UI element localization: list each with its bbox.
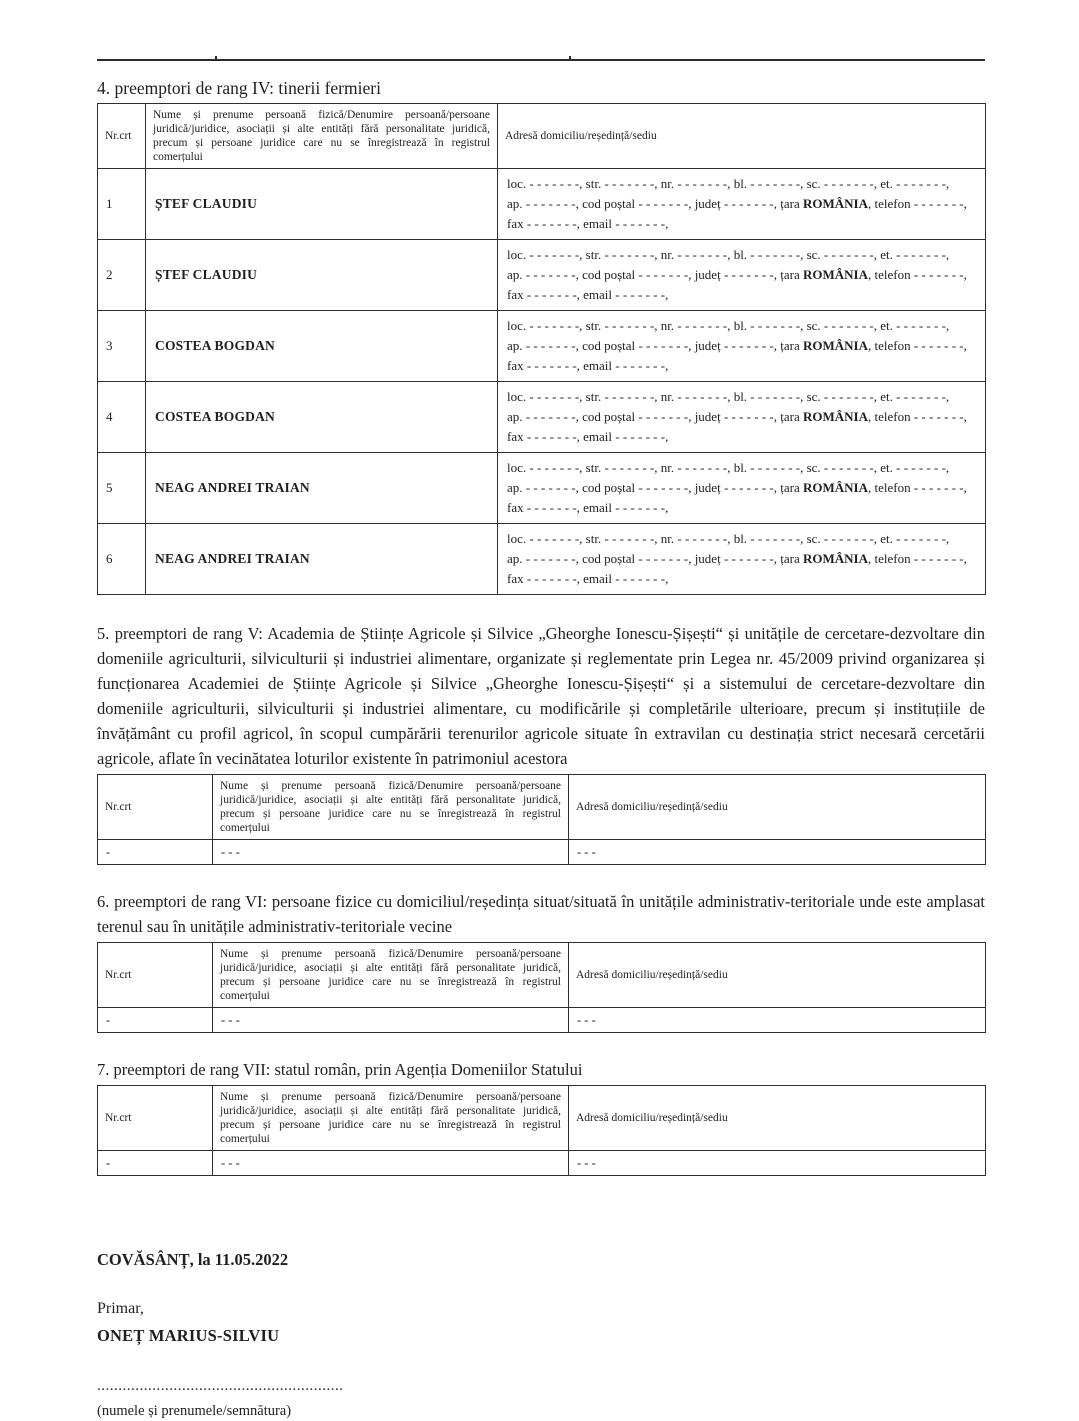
preemptor-name: ȘTEF CLAUDIU: [146, 240, 498, 311]
col-header-name: Nume și prenume persoană fizică/Denumire persoană/persoane juridică/juridice, asociații și alte entități fără personalitate juridică, precum și persoane juridice care nu se înregistrează în registrul comerțului: [146, 104, 498, 169]
row-number: 4: [98, 382, 146, 453]
signer-name: ONEȚ MARIUS-SILVIU: [97, 1326, 280, 1345]
section6-paragraph: 6. preemptori de rang VI: persoane fizice cu domiciliul/reședința situat/situată în unitățile administrativ-teritoriale unde este amplasat terenul sau în unitățile administrativ-teritoriale vecine: [97, 892, 985, 936]
address-line-2-pre: ap. - - - - - - -, cod poștal - - - - - - -, județ - - - - - - -, țara: [507, 267, 803, 282]
address-line-3: fax - - - - - - -, email - - - - - - -,: [507, 216, 669, 231]
col-header-address: Adresă domiciliu/reședință/sediu: [498, 104, 986, 169]
row-number: 6: [98, 524, 146, 595]
address-line-2-post: , telefon - - - - - - -,: [867, 338, 967, 353]
table-row: [98, 169, 986, 240]
preemptor-address: [498, 169, 986, 240]
table-row: [98, 453, 986, 524]
address-country: ROMÂNIA: [802, 267, 868, 282]
column-divider-tick: [569, 56, 571, 61]
preemptor-name: - - -: [213, 1008, 569, 1033]
address-line-3: fax - - - - - - -, email - - - - - - -,: [507, 287, 669, 302]
address-line-1: loc. - - - - - - -, str. - - - - - - -, nr. - - - - - - -, bl. - - - - - - -, sc. - - - - - - -, et. - - - - - - -,: [507, 531, 950, 546]
address-line-1: loc. - - - - - - -, str. - - - - - - -, nr. - - - - - - -, bl. - - - - - - -, sc. - - - - - - -, et. - - - - - - -,: [507, 318, 950, 333]
address-line-2-pre: ap. - - - - - - -, cod poștal - - - - - - -, județ - - - - - - -, țara: [507, 551, 803, 566]
row-number: -: [98, 1008, 213, 1033]
rank4-preemptors-table: [97, 103, 986, 595]
preemptor-address: [498, 524, 986, 595]
preemptor-name: COSTEA BOGDAN: [146, 311, 498, 382]
col-header-name: Nume și prenume persoană fizică/Denumire persoană/persoane juridică/juridice, asociații și alte entități fără personalitate juridică, precum și persoane juridice care nu se înregistrează în registrul comerțului: [213, 943, 569, 1008]
address-line-3: fax - - - - - - -, email - - - - - - -,: [507, 429, 669, 444]
col-header-address: Adresă domiciliu/reședință/sediu: [569, 943, 986, 1008]
rank7-preemptors-table: [97, 1085, 986, 1176]
section4-heading: 4. preemptori de rang IV: tinerii fermieri: [97, 78, 381, 98]
signature-dotted-line: ..........................................................: [97, 1378, 344, 1394]
preemptor-name: NEAG ANDREI TRAIAN: [146, 524, 498, 595]
address-line-2: [507, 265, 976, 285]
rank6-preemptors-table: [97, 942, 986, 1033]
address-line-2-post: , telefon - - - - - - -,: [867, 409, 967, 424]
table-row: [98, 311, 986, 382]
address-line-2-post: , telefon - - - - - - -,: [867, 196, 967, 211]
row-number: 1: [98, 169, 146, 240]
preemptor-address: - - -: [569, 1151, 986, 1176]
address-country: ROMÂNIA: [802, 480, 868, 495]
col-header-name: Nume și prenume persoană fizică/Denumire persoană/persoane juridică/juridice, asociații și alte entități fără personalitate juridică, precum și persoane juridice care nu se înregistrează în registrul comerțului: [213, 775, 569, 840]
address-line-3: fax - - - - - - -, email - - - - - - -,: [507, 571, 669, 586]
col-header-name: Nume și prenume persoană fizică/Denumire persoană/persoane juridică/juridice, asociații și alte entități fără personalitate juridică, precum și persoane juridice care nu se înregistrează în registrul comerțului: [213, 1086, 569, 1151]
address-line-2-post: , telefon - - - - - - -,: [867, 480, 967, 495]
address-country: ROMÂNIA: [802, 196, 868, 211]
empty-table-row: [98, 1008, 986, 1033]
address-line-1: loc. - - - - - - -, str. - - - - - - -, nr. - - - - - - -, bl. - - - - - - -, sc. - - - - - - -, et. - - - - - - -,: [507, 176, 950, 191]
preemptor-name: NEAG ANDREI TRAIAN: [146, 453, 498, 524]
address-line-2: [507, 194, 976, 214]
address-line-2: [507, 336, 976, 356]
document-content: [97, 0, 985, 1421]
section5-paragraph: 5. preemptori de rang V: Academia de Științe Agricole și Silvice „Gheorghe Ionescu-Șișești“ și unitățile de cercetare-dezvoltare din domeniile agriculturii, silviculturii și industriei alimentare, organizate și reglementate prin Legea nr. 45/2009 privind organizarea și funcționarea Academiei de Științe Agricole și Silvice „Gheorghe Ionescu-Șișești“ și a sistemului de cercetare-dezvoltare din domeniile agriculturii, silviculturii și industriei alimentare, cu modificările și completările ulterioare, precum și instituțiile de învățământ cu profil agricol, în scopul cumpărării terenurilor agricole situate în extravilan cu destinația strict necesară cercetării agricole, aflate în vecinătatea loturilor existente în patrimoniul acestora: [97, 624, 985, 768]
address-line-2-post: , telefon - - - - - - -,: [867, 551, 967, 566]
address-line-2-post: , telefon - - - - - - -,: [867, 267, 967, 282]
col-header-nrcrt: Nr.crt: [98, 1086, 213, 1151]
address-country: ROMÂNIA: [802, 551, 868, 566]
address-line-2-pre: ap. - - - - - - -, cod poștal - - - - - - -, județ - - - - - - -, țara: [507, 480, 803, 495]
row-number: 3: [98, 311, 146, 382]
table-row: [98, 524, 986, 595]
preemptor-address: [498, 240, 986, 311]
table-header-row: [98, 943, 986, 1008]
address-line-1: loc. - - - - - - -, str. - - - - - - -, nr. - - - - - - -, bl. - - - - - - -, sc. - - - - - - -, et. - - - - - - -,: [507, 247, 950, 262]
col-header-address: Adresă domiciliu/reședință/sediu: [569, 775, 986, 840]
col-header-nrcrt: Nr.crt: [98, 104, 146, 169]
address-line-3: fax - - - - - - -, email - - - - - - -,: [507, 358, 669, 373]
signature-note: (numele și prenumele/semnătura): [97, 1403, 292, 1419]
address-country: ROMÂNIA: [802, 409, 868, 424]
row-number: -: [98, 840, 213, 865]
place-and-date: COVĂSÂNȚ, la 11.05.2022: [97, 1250, 289, 1269]
address-line-3: fax - - - - - - -, email - - - - - - -,: [507, 500, 669, 515]
preemptor-name: ȘTEF CLAUDIU: [146, 169, 498, 240]
table-row: [98, 240, 986, 311]
empty-table-row: [98, 840, 986, 865]
section7-paragraph: 7. preemptori de rang VII: statul român, prin Agenția Domeniilor Statului: [97, 1060, 583, 1079]
row-number: 2: [98, 240, 146, 311]
table-row: [98, 382, 986, 453]
preemptor-address: - - -: [569, 1008, 986, 1033]
col-header-nrcrt: Nr.crt: [98, 775, 213, 840]
empty-table-row: [98, 1151, 986, 1176]
table-header-row: [98, 775, 986, 840]
address-line-2-pre: ap. - - - - - - -, cod poștal - - - - - - -, județ - - - - - - -, țara: [507, 338, 803, 353]
table-header-row: [98, 1086, 986, 1151]
preemptor-name: - - -: [213, 1151, 569, 1176]
preemptor-name: - - -: [213, 840, 569, 865]
address-line-2-pre: ap. - - - - - - -, cod poștal - - - - - - -, județ - - - - - - -, țara: [507, 196, 803, 211]
address-line-2: [507, 478, 976, 498]
address-line-2: [507, 549, 976, 569]
column-divider-tick: [215, 56, 217, 61]
previous-table-bottom-rule: [97, 59, 985, 61]
row-number: 5: [98, 453, 146, 524]
preemptor-address: [498, 382, 986, 453]
col-header-nrcrt: Nr.crt: [98, 943, 213, 1008]
preemptor-address: [498, 311, 986, 382]
table-header-row: [98, 104, 986, 169]
address-line-1: loc. - - - - - - -, str. - - - - - - -, nr. - - - - - - -, bl. - - - - - - -, sc. - - - - - - -, et. - - - - - - -,: [507, 460, 950, 475]
row-number: -: [98, 1151, 213, 1176]
preemptor-address: - - -: [569, 840, 986, 865]
address-country: ROMÂNIA: [802, 338, 868, 353]
col-header-address: Adresă domiciliu/reședință/sediu: [569, 1086, 986, 1151]
preemptor-name: COSTEA BOGDAN: [146, 382, 498, 453]
rank5-preemptors-table: [97, 774, 986, 865]
address-line-2: [507, 407, 976, 427]
address-line-2-pre: ap. - - - - - - -, cod poștal - - - - - - -, județ - - - - - - -, țara: [507, 409, 803, 424]
preemptor-address: [498, 453, 986, 524]
signer-role: Primar,: [97, 1300, 144, 1317]
address-line-1: loc. - - - - - - -, str. - - - - - - -, nr. - - - - - - -, bl. - - - - - - -, sc. - - - - - - -, et. - - - - - - -,: [507, 389, 950, 404]
